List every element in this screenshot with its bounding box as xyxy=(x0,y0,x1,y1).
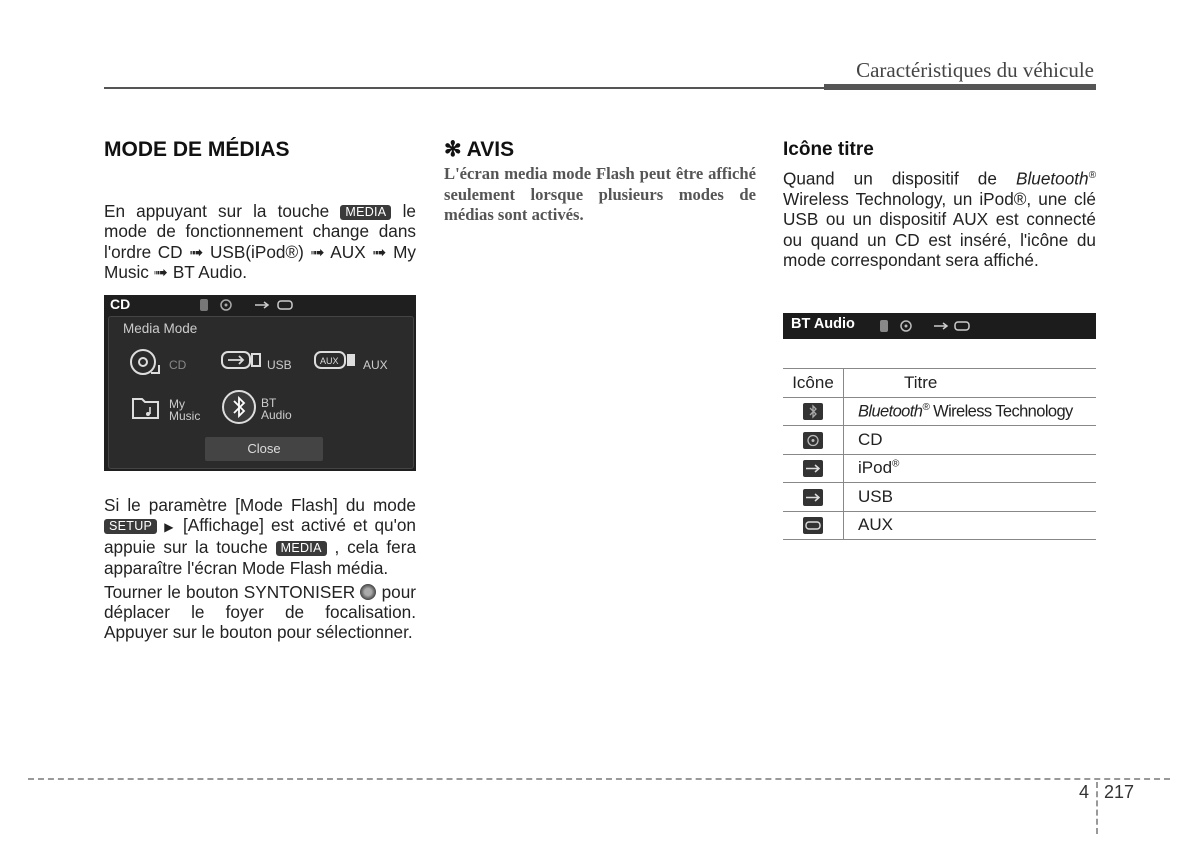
footer-rule xyxy=(28,778,1170,780)
ipod-usb-icon xyxy=(803,460,823,477)
aux-label[interactable]: AUX xyxy=(363,358,388,372)
screen-status-bar xyxy=(104,295,416,315)
section-heading-media-mode: MODE DE MÉDIAS xyxy=(104,138,290,161)
cd-icon[interactable] xyxy=(129,347,161,377)
section-heading-avis: ✻ AVIS xyxy=(444,138,515,161)
chapter-number: 4 xyxy=(1079,782,1090,802)
panel-title: Media Mode xyxy=(123,321,198,336)
my-music-label[interactable]: My Music xyxy=(169,397,201,423)
folder-music-icon[interactable] xyxy=(131,395,161,421)
column-media-mode-continued xyxy=(104,495,416,642)
media-key-label-2: MEDIA xyxy=(276,541,327,556)
table-row: USB xyxy=(783,483,1096,512)
icon-title-table xyxy=(783,368,1096,540)
usb-icon xyxy=(803,489,823,506)
header-rule-accent xyxy=(824,84,1096,90)
table-row: iPod® xyxy=(783,454,1096,483)
arrow-right-icon: ▶ xyxy=(164,520,176,535)
aux-icon[interactable] xyxy=(314,349,358,371)
table-row: Bluetooth® Wireless Technology xyxy=(783,397,1096,426)
usb-aux-status-icons xyxy=(254,299,296,311)
media-mode-screen xyxy=(104,295,416,471)
avis-note: L'écran media mode Flash peut être affiché seulement lorsque plusieurs modes de médias sont activés. xyxy=(444,164,756,225)
table-header-title: Titre xyxy=(844,369,1097,398)
cd-icon xyxy=(803,432,823,449)
media-mode-panel xyxy=(108,316,414,469)
setup-key-label: SETUP xyxy=(104,519,157,534)
column-icon-title xyxy=(783,140,1096,270)
paragraph-icon-title: Quand un dispositif de Bluetooth® Wireless Technology, un iPod®, une clé USB ou un dispositif AUX est connecté ou quand un CD est inséré, l'icône du mode correspondant sera affiché. xyxy=(783,168,1096,270)
media-key-label: MEDIA xyxy=(340,205,391,220)
table-row: CD xyxy=(783,426,1096,455)
paragraph-flash-mode: Si le paramètre [Mode Flash] du mode SETUP ▶ [Affichage] est activé et qu'on appuie sur la touche MEDIA , cela fera apparaître l'écran Mode Flash média. xyxy=(104,495,417,578)
status-icons xyxy=(199,298,239,312)
paragraph-tune-knob: Tourner le bouton SYNTONISER pour déplacer le foyer de focalisation. Appuyer sur le bouton pour sélectionner. xyxy=(104,581,416,643)
paragraph-media-order: En appuyant sur la touche MEDIA le mode de fonctionnement change dans l'ordre CD ➟ USB(iPod®) ➟ AUX ➟ My Music ➟ BT Audio. xyxy=(104,201,416,282)
screen-status-label: CD xyxy=(110,296,131,312)
bt-audio-label[interactable]: BT Audio xyxy=(261,396,292,422)
strip-bt-cd-icons xyxy=(879,318,917,334)
usb-icon[interactable] xyxy=(221,349,263,371)
running-header: Caractéristiques du véhicule xyxy=(856,58,1094,82)
bt-audio-status-strip xyxy=(783,313,1096,339)
usb-label[interactable]: USB xyxy=(267,358,292,372)
table-header-icon: Icône xyxy=(783,369,844,398)
column-avis xyxy=(444,140,756,226)
footer-divider xyxy=(1096,782,1098,834)
page-number: 217 xyxy=(1104,782,1135,802)
strip-label: BT Audio xyxy=(791,316,855,332)
aux-icon xyxy=(803,517,823,534)
section-heading-icon-title: Icône titre xyxy=(783,139,874,160)
cd-label[interactable]: CD xyxy=(169,358,187,372)
close-button[interactable]: Close xyxy=(205,437,323,461)
bluetooth-icon xyxy=(803,403,823,420)
table-header-row xyxy=(783,369,1096,398)
column-media-mode xyxy=(104,140,416,282)
table-row: AUX xyxy=(783,511,1096,540)
svg-text:AUX: AUX xyxy=(320,356,339,366)
tune-knob-icon xyxy=(360,584,376,600)
strip-usb-aux-icons xyxy=(933,319,973,333)
bluetooth-icon[interactable] xyxy=(221,389,257,425)
